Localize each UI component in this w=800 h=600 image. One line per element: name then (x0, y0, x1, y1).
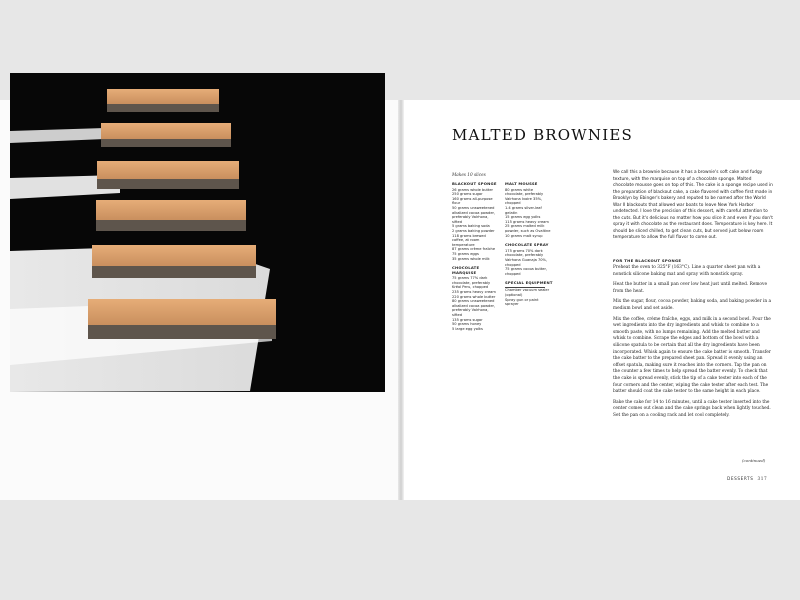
ingredient-group-header: CHOCOLATE MARQUISE (452, 265, 480, 275)
ingredient-line: 135 grams sugar (452, 317, 483, 322)
ingredient-line: (optional) (505, 293, 523, 298)
ingredient-line: 25 grams malted milk (505, 224, 545, 229)
ingredient-line: 175 grams 70% dark (505, 248, 543, 253)
recipe-title: MALTED BROWNIES (452, 126, 633, 144)
step-paragraph: Preheat the oven to 325°F (163°C). Line a quarter sheet pan with a nonstick silicone baking mat and spray with nonstick spray. (613, 265, 761, 277)
ingredient-line: sifted (452, 219, 462, 224)
ingredient-line: 80 grams white (505, 187, 534, 192)
ingredient-group-header: SPECIAL EQUIPMENT (505, 280, 553, 286)
section-header: FOR THE BLACKOUT SPONGE (613, 258, 682, 263)
ingredient-line: 5 grams baking soda (452, 224, 490, 229)
book-gutter (398, 100, 404, 500)
ingredient-line: alkalized cocoa powder, (452, 210, 496, 215)
step-paragraph: Mix the coffee, crème fraîche, eggs, and milk in a second bowl. Pour the wet ingredients into the dry ingredients and whisk to combine to a smooth paste, with no lumps remaining. Add the melted butter and whisk to combine. Scrape the edges and bottom of the bowl with a silicone spatula to be certain that all the dry ingredients have been incorporated. Whisk again to ensure the cake batter is smooth. Transfer the cake batter to the prepared sheet pan. Spread it evenly using an offset spatula, making sure it reaches into the corners. Tap the pan on the counter a few times to help spread the batter evenly. To check that the cake is spread evenly, stick the tip of a cake tester into each of the four corners and the center, wiping the cake tester after each test. The batter should coat the cake tester to the same height in each place. (613, 316, 771, 395)
ingredient-line: Valrhona Guanaja 70%, (505, 257, 548, 262)
ingredient-line: 26 grams whole butter (452, 187, 494, 192)
ingredient-line: 75 grams cocoa butter, (505, 267, 548, 272)
ingredient-line: Chamber vacuum sealer (505, 288, 550, 293)
ingredient-line: chopped (505, 262, 521, 267)
ingredient-line: 115 grams heavy cream (505, 219, 549, 224)
ingredient-line: 75 grams 77% dark (452, 276, 488, 281)
ingredient-line: 87 grams crème fraîche (452, 247, 496, 252)
ingredient-line: gelatin (505, 210, 518, 215)
ingredient-line: chocolate, preferably (452, 280, 491, 285)
ingredient-line: 5 large egg yolks (452, 326, 483, 331)
ingredient-line: preferably Valrhona, (452, 308, 489, 313)
ingredient-line: 220 grams whole butter (452, 294, 496, 299)
ingredient-line: coffee, at room (452, 238, 480, 243)
step-paragraph: Bake the cake for 14 to 16 minutes, until a cake tester inserted into the center comes out clean and the cake springs back when lightly touched. Set the pan on a cooling rack and let cool completely. (613, 399, 771, 418)
continued-note: (continued) (742, 458, 766, 463)
step-paragraph: Mix the sugar, flour, cocoa powder, baking soda, and baking powder in a medium bowl and set aside. (613, 299, 772, 311)
intro-paragraph: We call this a brownie because it has a brownie's soft cake and fudgy texture, with the marquise on top of a chocolate sponge. Malted chocolate mousse goes on top of this. The cake is a sponge recipe used in the preparation of blackout cake, a cake flavored with coffee first made in Brooklyn by Ebinger's bakery and reputed to be named after the World War II blackouts that allowed war boats to leave New York Harbor undetected. I love the precision of this dessert, with careful attention to the cuts. But it's delicious no matter how you slice it and even if you don't spray it with chocolate as the restaurant does. Temperature is key here. It should be sliced chilled, to get clean cuts, but served just below room temperature to allow the full flavor to come out. (613, 170, 773, 240)
page-number: 317 (757, 476, 768, 481)
ingredient-line: alkalized cocoa powder, (452, 303, 496, 308)
ingredient-line: 15 grams egg yolks (505, 215, 541, 220)
brownies-photo (10, 73, 385, 392)
header-underline (505, 287, 545, 288)
method-steps (613, 265, 773, 423)
ingredient-line: powder, such as Ovaltine (505, 228, 551, 233)
ingredient-line: 80 grams unsweetened (452, 299, 495, 304)
ingredient-line: 10 grams malt syrup (505, 233, 543, 238)
page-footer (727, 476, 767, 481)
ingredient-group-header: MALT MOUSSE (505, 181, 538, 186)
ingredient-group-header: CHOCOLATE SPRAY (505, 242, 549, 248)
ingredient-line: 75 grams eggs (452, 251, 479, 256)
ingredient-line: 2 grams baking powder (452, 228, 495, 233)
ingredient-line: chocolate, preferably (505, 192, 544, 197)
ingredient-line: Valrhona Ivoire 35%, (505, 196, 543, 201)
ingredient-line: 50 grams unsweetened (452, 205, 495, 210)
yield-note: Makes 10 slices (452, 172, 486, 177)
ingredient-line: 50 grams honey (452, 322, 482, 327)
ingredient-line: sifted (452, 313, 462, 318)
brownie-slices (88, 89, 276, 339)
ingredient-line: sprayer (505, 302, 519, 307)
ingredient-line: flour (452, 201, 461, 206)
ingredient-line: 160 grams all-purpose (452, 196, 493, 201)
brownies-illustration (10, 73, 385, 392)
step-paragraph: Heat the butter in a small pan over low heat just until melted. Remove from the heat. (613, 282, 767, 294)
ingredient-line: temperature (452, 242, 475, 247)
ingredient-group-header: BLACKOUT SPONGE (452, 181, 497, 186)
ingredient-line: 1.4 grams silver-leaf (505, 205, 542, 210)
ingredient-line: 235 grams heavy cream (452, 290, 496, 295)
ingredient-line: 250 grams sugar (452, 192, 483, 197)
ingredient-line: Kréol Peru, chopped (452, 285, 489, 290)
ingredient-line: chopped (505, 201, 521, 206)
ingredients-column-b (505, 182, 553, 307)
ingredient-line: chopped (505, 271, 521, 276)
footer-section: DESSERTS (727, 476, 754, 481)
ingredients-column-a (452, 182, 502, 331)
ingredient-line: chocolate, preferably (505, 253, 544, 258)
ingredient-line: 35 grams whole milk (452, 256, 490, 261)
ingredient-line: 118 grams brewed (452, 233, 486, 238)
ingredient-line: Spray gun or paint (505, 297, 539, 302)
ingredient-line: preferably Valrhona, (452, 215, 489, 220)
